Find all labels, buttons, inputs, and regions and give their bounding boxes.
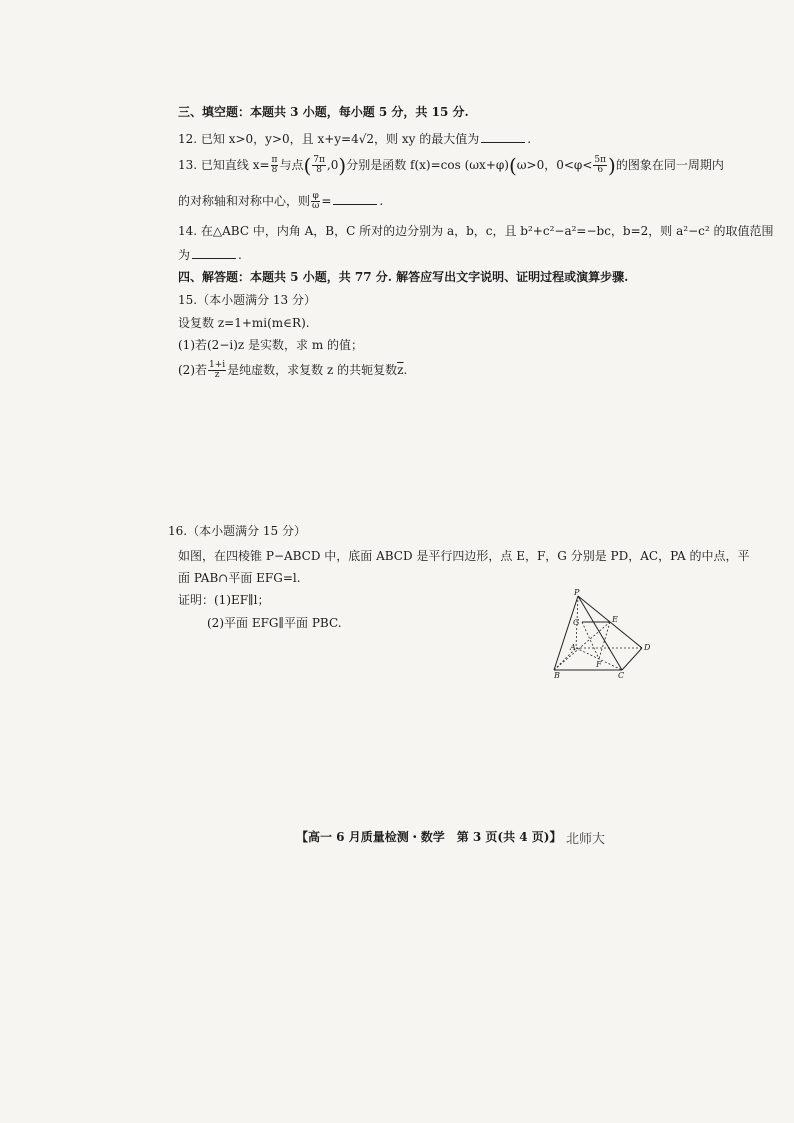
q13-line2-end: . (379, 194, 384, 208)
q13-paren-close: ) (338, 153, 347, 178)
figure-label-g: G (573, 618, 580, 627)
q15-intro: 设复数 z=1+mi(m∈R). (178, 316, 310, 330)
question-14-line1: 14. 在△ABC 中，内角 A，B，C 所对的边分别为 a，b，c，且 b²+c²−a²=−bc，b=2，则 a²−c² 的取值范围 (178, 224, 774, 238)
q15-part1: (1)若(2−i)z 是实数，求 m 的值； (178, 338, 364, 352)
q13-line2-b: = (321, 194, 332, 208)
q12-answer-blank (481, 131, 525, 143)
q13-f2-den: 8 (316, 165, 322, 175)
q13-fraction-phi-omega (311, 192, 320, 211)
q15-p2-a: (2)若 (178, 363, 207, 377)
q13-text-a: 13. 已知直线 x= (178, 158, 270, 172)
q14-line2-end: . (238, 248, 242, 262)
question-14-line2 (178, 246, 242, 264)
publisher-stamp: 北师大 (566, 832, 606, 847)
q13-answer-blank (333, 193, 377, 205)
q13-text-c: ,0 (326, 158, 339, 172)
q13-f2-num: 7π (313, 155, 325, 165)
q15-conjugate: $\overline{z}$ (397, 363, 404, 377)
q13-paren2-open: ( (508, 153, 517, 178)
q13-f1-den: 8 (271, 165, 278, 175)
q12-text: 12. 已知 x>0，y>0，且 x+y=4√2，则 xy 的最大值为 (178, 132, 480, 146)
q13-paren-open: ( (303, 153, 312, 178)
pyramid-figure (546, 588, 658, 680)
figure-label-f: F (596, 660, 602, 669)
figure-label-e: E (612, 615, 618, 624)
q15-fraction (208, 361, 226, 380)
page-footer: 【高一 6 月质量检测・数学 第 3 页(共 4 页)】 (296, 830, 562, 844)
figure-label-p: P (574, 588, 580, 597)
q13-text-e: ω>0，0<φ< (516, 158, 593, 172)
q15-p2-end: . (403, 363, 408, 377)
section-3-header: 三、填空题：本题共 3 小题，每小题 5 分，共 15 分. (178, 105, 469, 119)
section-4-header: 四、解答题：本题共 5 小题，共 77 分. 解答应写出文字说明、证明过程或演算步骤. (178, 270, 629, 284)
q13-fraction-pi-8 (271, 156, 279, 175)
q14-answer-blank (192, 247, 236, 259)
q16-proof1: 证明：(1)EF∥l； (178, 593, 270, 607)
q16-line2: 面 PAB∩平面 EFG=l. (178, 571, 301, 585)
figure-label-a: A (570, 643, 576, 652)
q13-text-d: 分别是函数 f(x)=cos (ωx+φ) (346, 158, 509, 172)
q13-f4-den: ω (312, 201, 320, 211)
figure-label-d: D (644, 643, 651, 652)
q16-proof2: (2)平面 EFG∥平面 PBC. (207, 616, 342, 630)
q16-title: 16.（本小题满分 15 分） (168, 524, 306, 538)
q13-f3-den: 6 (597, 165, 604, 175)
question-13-line1 (178, 153, 724, 178)
q15-frac-num: 1+i (209, 360, 226, 370)
q14-line2-a: 为 (178, 248, 191, 262)
q12-end: . (527, 132, 532, 146)
q13-fraction-5pi-6 (593, 156, 607, 175)
q15-title: 15.（本小题满分 13 分） (178, 293, 316, 307)
q13-paren2-close: ) (608, 153, 616, 178)
q13-f3-num: 5π (594, 155, 607, 165)
q13-f4-num: φ (312, 191, 319, 201)
q15-frac-den: z (214, 370, 220, 380)
question-13-line2 (178, 192, 383, 211)
q15-part2 (178, 361, 407, 380)
q13-fraction-7pi-8 (312, 156, 326, 175)
figure-label-b: B (554, 671, 560, 680)
q13-text-b: 与点 (279, 158, 304, 172)
figure-label-c: C (618, 671, 625, 680)
q13-text-g: 的图象在同一周期内 (615, 158, 724, 172)
q15-p2-b: 是纯虚数，求复数 z 的共轭复数 (227, 363, 398, 377)
q16-line1: 如图，在四棱锥 P−ABCD 中，底面 ABCD 是平行四边形，点 E，F，G 分别是 PD，AC，PA 的中点，平 (178, 549, 750, 563)
q13-f1-num: π (271, 155, 278, 165)
q13-line2-a: 的对称轴和对称中心，则 (178, 194, 311, 208)
question-12 (178, 130, 531, 148)
